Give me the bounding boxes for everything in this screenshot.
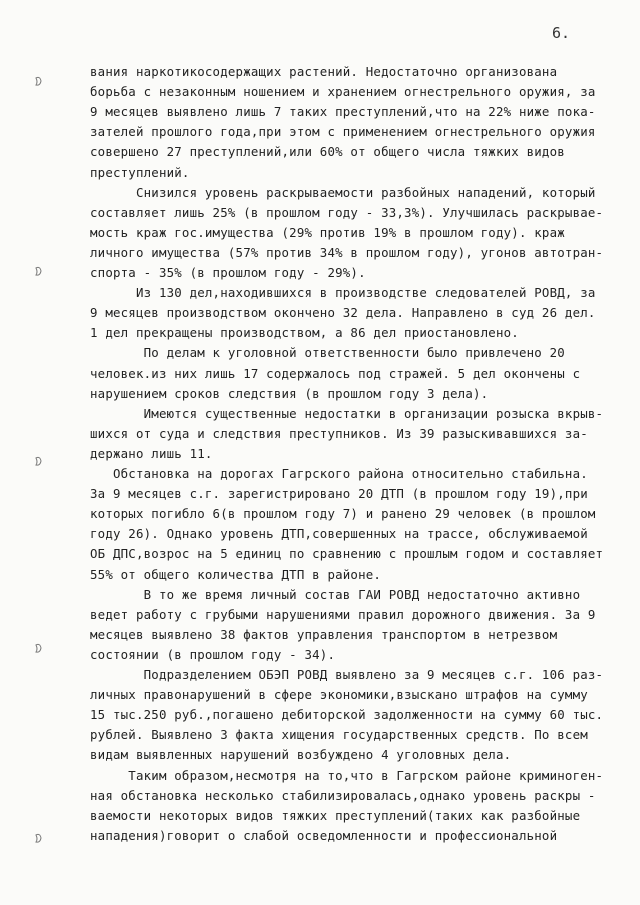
text-line: состоянии (в прошлом году - 34). xyxy=(90,647,336,662)
text-line: личных правонарушений в сфере экономики,взыскано штрафов на сумму xyxy=(90,687,588,702)
binder-hole-mark xyxy=(34,643,43,654)
text-line: 55% от общего количества ДТП в районе. xyxy=(90,567,382,582)
text-line: вания наркотикосодержащих растений. Недостаточно организована xyxy=(90,64,558,79)
text-line: Таким образом,несмотря на то,что в Гагрском районе криминоген- xyxy=(90,768,604,783)
text-line: которых погибло 6(в прошлом году 7) и ранено 29 человек (в прошлом xyxy=(90,506,596,521)
text-line: нарушением сроков следствия (в прошлом году 3 дела). xyxy=(90,386,489,401)
text-line: 15 тыс.250 руб.,погашено дебиторской задолженности на сумму 60 тыс. xyxy=(90,707,604,722)
text-line: Имеются существенные недостатки в организации розыска вкрыв- xyxy=(90,406,604,421)
text-line: ОБ ДПС,возрос на 5 единиц по сравнению с прошлым годом и составляет xyxy=(90,546,604,561)
text-line: Обстановка на дорогах Гагрского района относительно стабильна. xyxy=(90,466,588,481)
text-line: 9 месяцев производством окончено 32 дела. Направлено в суд 26 дел. xyxy=(90,305,596,320)
text-line: составляет лишь 25% (в прошлом году - 33,3%). Улучшилась раскрывае- xyxy=(90,205,604,220)
text-line: спорта - 35% (в прошлом году - 29%). xyxy=(90,265,366,280)
text-line: зателей прошлого года,при этом с применением огнестрельного оружия xyxy=(90,124,596,139)
binder-hole-mark xyxy=(34,76,43,87)
text-line: шихся от суда и следствия преступников. Из 39 разыскивавшихся за- xyxy=(90,426,588,441)
text-line: держано лишь 11. xyxy=(90,446,213,461)
text-line: нападения)говорит о слабой осведомленности и профессиональной xyxy=(90,828,558,843)
text-line: В то же время личный состав ГАИ РОВД недостаточно активно xyxy=(90,587,581,602)
text-line: борьба с незаконным ношением и хранением огнестрельного оружия, за xyxy=(90,84,596,99)
text-line: рублей. Выявлено 3 факта хищения государственных средств. По всем xyxy=(90,727,588,742)
text-line: месяцев выявлено 38 фактов управления транспортом в нетрезвом xyxy=(90,627,558,642)
text-line: 1 дел прекращены производством, а 86 дел приостановлено. xyxy=(90,325,519,340)
text-line: мость краж гос.имущества (29% против 19% в прошлом году). краж xyxy=(90,225,565,240)
text-line: человек.из них лишь 17 содержалось под стражей. 5 дел окончены с xyxy=(90,366,581,381)
text-line: ваемости некоторых видов тяжких преступлений(таких как разбойные xyxy=(90,808,581,823)
binder-hole-mark xyxy=(34,266,43,277)
text-line: преступлений. xyxy=(90,165,190,180)
text-line: За 9 месяцев с.г. зарегистрировано 20 ДТП (в прошлом году 19),при xyxy=(90,486,588,501)
text-line: году 26). Однако уровень ДТП,совершенных на трассе, обслуживаемой xyxy=(90,526,588,541)
text-line: По делам к уголовной ответственности было привлечено 20 xyxy=(90,345,565,360)
text-line: Снизился уровень раскрываемости разбойных нападений, который xyxy=(90,185,596,200)
text-line: видам выявленных нарушений возбуждено 4 уголовных дела. xyxy=(90,747,512,762)
text-line: совершено 27 преступлений,или 60% от общего числа тяжких видов xyxy=(90,144,565,159)
binder-hole-mark xyxy=(34,456,43,467)
text-line: личного имущества (57% против 34% в прошлом году), угонов автотран- xyxy=(90,245,604,260)
text-line: 9 месяцев выявлено лишь 7 таких преступлений,что на 22% ниже пока- xyxy=(90,104,596,119)
page-number: 6. xyxy=(552,24,571,42)
text-line: Из 130 дел,находившихся в производстве следователей РОВД, за xyxy=(90,285,596,300)
text-line: Подразделением ОБЭП РОВД выявлено за 9 месяцев с.г. 106 раз- xyxy=(90,667,604,682)
binder-hole-mark xyxy=(34,833,43,844)
text-line: ная обстановка несколько стабилизировалась,однако уровень раскры - xyxy=(90,788,596,803)
text-line: ведет работу с грубыми нарушениями правил дорожного движения. За 9 xyxy=(90,607,596,622)
